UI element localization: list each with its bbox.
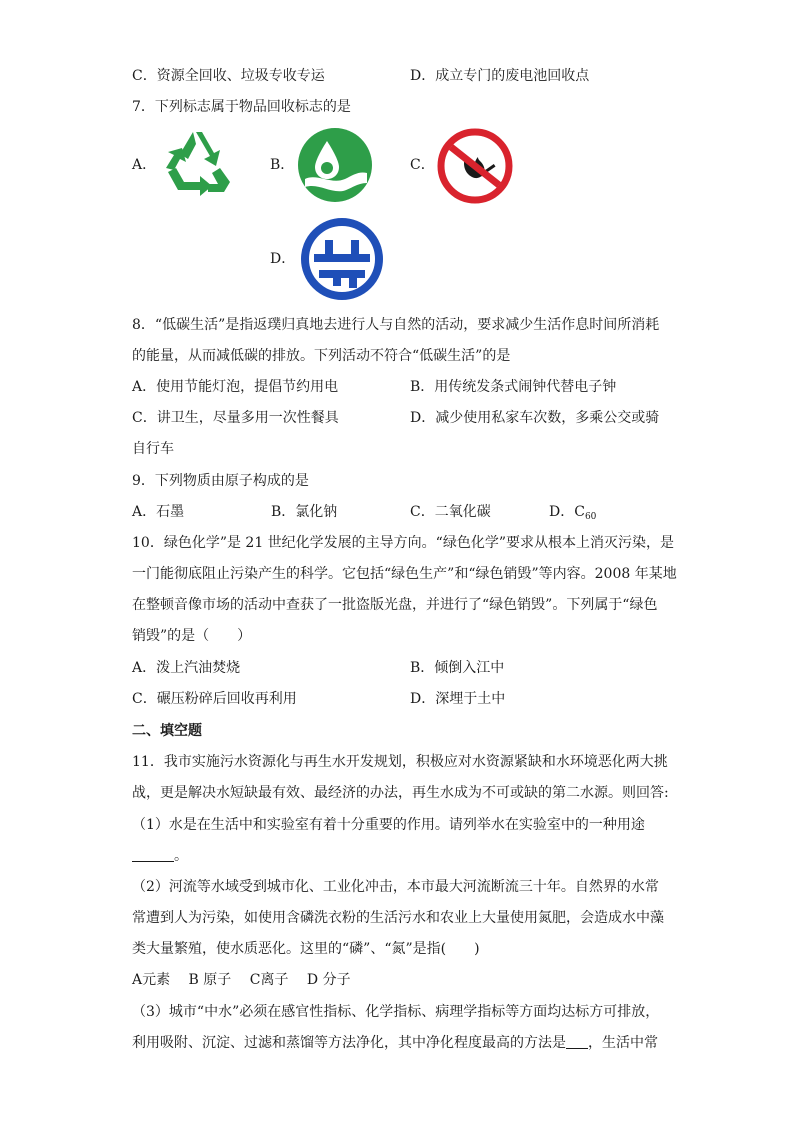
answer-blank[interactable]: [132, 847, 174, 862]
q11-part3-text-a: 利用吸附、沉淀、过滤和蒸馏等方法净化，其中净化程度最高的方法是: [132, 1035, 566, 1051]
q11-part1-end: 。: [174, 848, 188, 864]
recycle-icon: [160, 128, 232, 202]
q8-option-b: B．用传统发条式闹钟代替电子钟: [410, 379, 617, 395]
q11-part2-line3: 类大量繁殖，使水质恶化。这里的“磷”、“氮”是指( ): [132, 941, 480, 957]
q7-label-b: B．: [270, 157, 295, 173]
q7-label-a: A．: [132, 157, 157, 173]
q8-option-a: A．使用节能灯泡，提倡节约用电: [132, 379, 339, 395]
no-fire-icon: [436, 127, 514, 205]
q11-part1-answer-line: [132, 846, 188, 866]
q11-part3-line1: （3）城市“中水”必须在感官性指标、化学指标、病理学指标等方面均达标方可排放，: [132, 1004, 660, 1020]
q9-option-a: A．石墨: [132, 504, 185, 520]
q11-part2-options: A元素 B 原子 C离子 D 分子: [132, 972, 351, 988]
answer-blank[interactable]: [566, 1034, 588, 1049]
q10-option-a: A．泼上汽油焚烧: [132, 660, 241, 676]
q10-option-d: D．深埋于土中: [410, 691, 506, 707]
q10-stem-line1: 10．绿色化学”是 21 世纪化学发展的主导方向。“绿色化学”要求从根本上消灭污染，是: [132, 535, 674, 551]
q10-stem-line3: 在整顿音像市场的活动中查获了一批盗版光盘，并进行了“绿色销毁”。下列属于“绿色: [132, 597, 658, 613]
q8-stem-line1: 8．“低碳生活”是指返璞归真地去进行人与自然的活动，要求减少生活作息时间所消耗: [132, 317, 660, 333]
q11-stem-line2: 战，更是解决水短缺最有效、最经济的办法，再生水成为不可或缺的第二水源。则回答:: [132, 785, 669, 801]
q6-option-d: D．成立专门的废电池回收点: [410, 68, 590, 84]
q8-stem-line2: 的能量，从而减低碳的排放。下列活动不符合“低碳生活”的是: [132, 348, 511, 364]
q11-part2-line2: 常遭到人为污染，如使用含磷洗衣粉的生活污水和农业上大量使用氮肥，会造成水中藻: [132, 910, 664, 926]
q11-part3-line2: [132, 1033, 658, 1053]
q9-option-d-subscript: 60: [584, 512, 597, 522]
water-saving-icon: [297, 127, 373, 203]
q11-part2-line1: （2）河流等水域受到城市化、工业化冲击，本市最大河流断流三十年。自然界的水常: [132, 879, 659, 895]
q9-option-d: [549, 502, 596, 527]
q8-option-c: C．讲卫生，尽量多用一次性餐具: [132, 410, 339, 426]
q10-stem-line2: 一门能彻底阻止污染产生的科学。它包括“绿色生产”和“绿色销毁”等内容。2008 年某地: [132, 566, 677, 582]
q9-option-d-text: D．C: [549, 504, 585, 520]
q10-stem-line4: 销毁”的是（ ）: [132, 628, 252, 644]
q9-option-b: B．氯化钠: [271, 504, 338, 520]
q6-option-c: C．资源全回收、垃圾专收专运: [132, 68, 325, 84]
q7-label-d: D．: [270, 251, 296, 267]
green-food-icon: [301, 218, 383, 300]
q8-option-d: D．减少使用私家车次数，多乘公交或骑: [410, 410, 660, 426]
q8-option-d-cont: 自行车: [132, 441, 174, 457]
q9-option-c: C．二氧化碳: [410, 504, 491, 520]
q10-option-c: C．碾压粉碎后回收再利用: [132, 691, 297, 707]
q7-stem: 7．下列标志属于物品回收标志的是: [132, 99, 351, 115]
q10-option-b: B．倾倒入江中: [410, 660, 505, 676]
q11-part1: （1）水是在生活中和实验室有着十分重要的作用。请列举水在实验室中的一种用途: [132, 817, 645, 833]
q11-stem-line1: 11．我市实施污水资源化与再生水开发规划，积极应对水资源紧缺和水环境恶化两大挑: [132, 754, 668, 770]
q7-label-c: C．: [410, 157, 435, 173]
q11-part3-text-b: ，生活中常: [588, 1035, 658, 1051]
section-title: 二、填空题: [132, 723, 202, 739]
q9-stem: 9．下列物质由原子构成的是: [132, 473, 309, 489]
